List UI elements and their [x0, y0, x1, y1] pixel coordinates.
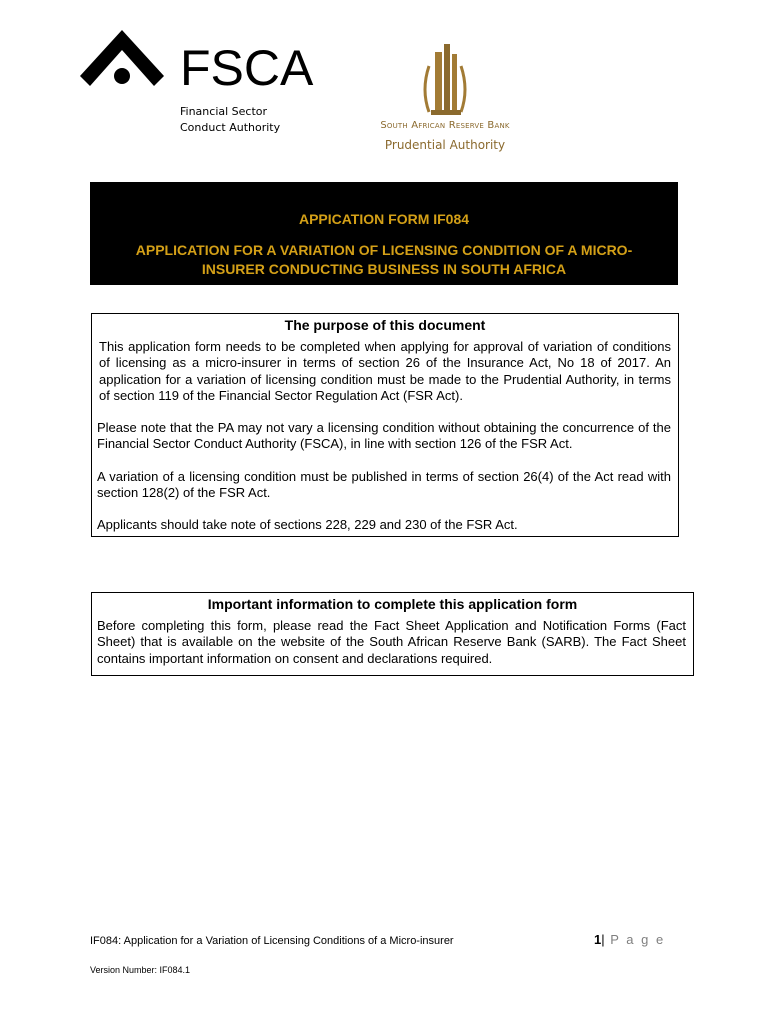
important-info-section: [91, 592, 694, 676]
page-number: 1: [594, 932, 602, 947]
purpose-paragraph: Please note that the PA may not vary a licensing condition without obtaining the concurrence of the Financial Sector Conduct Authority (FSCA), in line with section 126 of the FSR Act.: [97, 420, 671, 452]
purpose-heading: The purpose of this document: [284, 317, 486, 333]
important-info-heading: Important information to complete this application form: [207, 596, 578, 612]
purpose-paragraph: A variation of a licensing condition must be published in terms of section 26(4) of the Act read with section 128(2) of the FSR Act.: [97, 468, 671, 501]
page-indicator: [594, 932, 665, 947]
page-separator: |: [601, 932, 605, 947]
version-number: Version Number: IF084.1: [90, 965, 191, 975]
fsca-wordmark: FSCA: [180, 40, 314, 96]
form-code: APPICATION FORM IF084: [298, 211, 470, 227]
sarb-authority: Prudential Authority: [384, 138, 506, 152]
purpose-paragraph: Applicants should take note of sections 228, 229 and 230 of the FSR Act.: [97, 517, 518, 533]
purpose-paragraph: This application form needs to be completed when applying for approval of variation of conditions of licensing as a micro-insurer in terms of section 26 of the Insurance Act, No 18 of 2017. An application for a variation of licensing condition must be made to the Prudential Authority, in terms of section 119 of the Financial Sector Regulation Act (FSR Act).: [99, 339, 671, 403]
sarb-emblem-icon: [415, 42, 475, 118]
fsca-emblem-icon: [80, 28, 170, 93]
fsca-subtitle-line1: Financial Sector: [180, 105, 268, 118]
page-label: P a g e: [604, 932, 666, 947]
important-info-text: Before completing this form, please read the Fact Sheet Application and Notification Forms (Fact Sheet) that is available on the website of the South African Reserve Bank (SARB). The Fact Sheet contains important information on consent and declarations required.: [97, 618, 686, 666]
purpose-section: [91, 313, 679, 537]
title-banner: [90, 182, 678, 285]
footer-title: IF084: Application for a Variation of Licensing Conditions of a Micro-insurer: [90, 935, 454, 947]
form-title: APPLICATION FOR A VARIATION OF LICENSING CONDITION OF A MICRO-INSURER CONDUCTING BUSINESS IN SOUTH AFRICA: [135, 242, 633, 277]
sarb-name: South African Reserve Bank: [380, 120, 510, 131]
fsca-subtitle-line2: Conduct Authority: [180, 121, 281, 134]
fsca-logo: [80, 28, 320, 138]
sarb-logo: [360, 40, 530, 160]
